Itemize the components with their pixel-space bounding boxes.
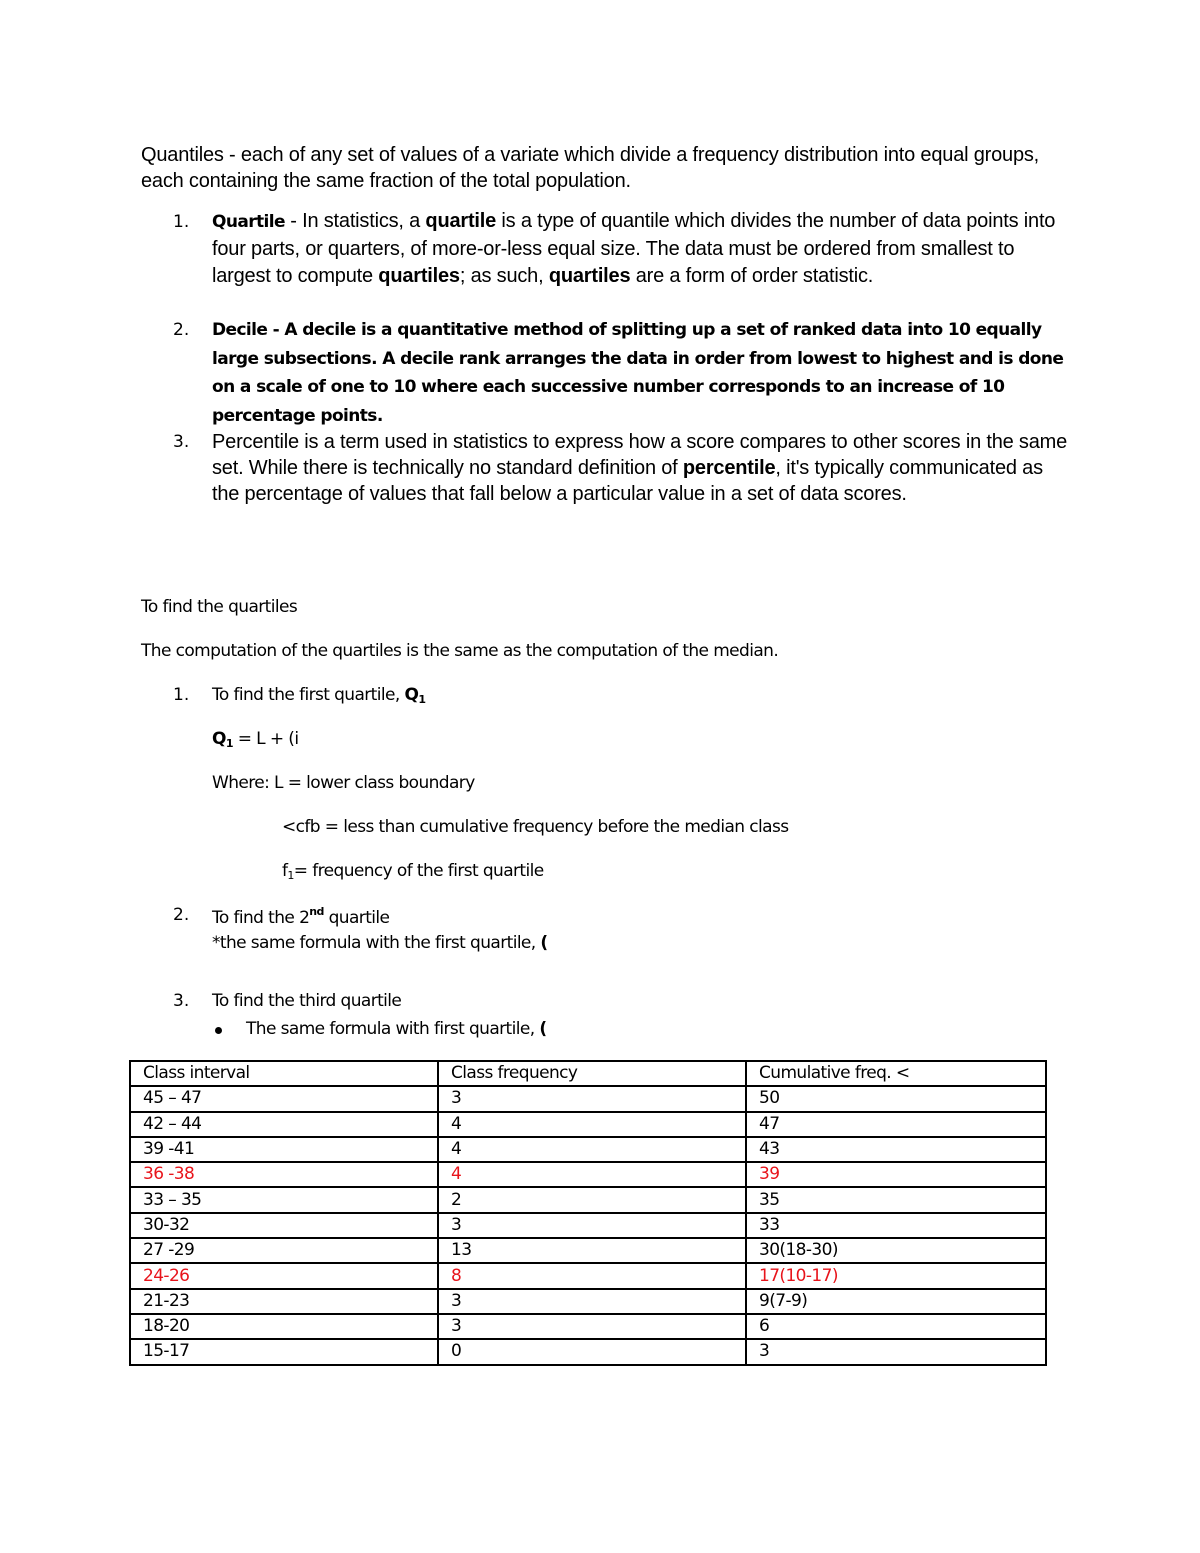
definition-decile (212, 316, 1072, 430)
cell-class-interval: 30-32 (130, 1213, 438, 1238)
text: quartile (323, 908, 390, 928)
list-number: 3. (173, 432, 190, 452)
formula-text: = L + (i (232, 729, 299, 749)
list-number: 2. (173, 905, 190, 925)
cell-class-frequency: 13 (438, 1238, 746, 1263)
frequency-table (129, 1060, 1047, 1366)
q-symbol: Q (212, 729, 226, 749)
text: = frequency of the first quartile (293, 861, 544, 881)
text: A decile is a quantitative method of splitting up a set of ranked data into 10 equally large subsections. A decile rank arranges the data in order from lowest to highest and is done on a scale of one to 10 where each successive number corresponds to an increase of 10 percentage points. (212, 320, 1064, 426)
cell-cumulative-freq: 33 (746, 1213, 1046, 1238)
cell-cumulative-freq: 43 (746, 1137, 1046, 1162)
cell-class-frequency: 0 (438, 1339, 746, 1364)
text: In statistics, a (302, 210, 426, 232)
formula-q1 (212, 729, 298, 750)
cell-class-frequency: 4 (438, 1162, 746, 1187)
table-row (130, 1339, 1046, 1364)
text: is a type of quantile which divides the number of data points into four parts, or quarters, of more-or-less equal size. The data must be ordered from smallest to largest to compute (212, 210, 1056, 287)
text: The same formula with first quartile, (246, 1019, 540, 1039)
text: ; as such, (459, 265, 549, 287)
table-row (130, 1187, 1046, 1212)
text: Percentile is a term used in statistics to express how a score compares to other scores in the same set. While there is technically no standard definition of (212, 431, 1068, 479)
table-row (130, 1162, 1046, 1187)
text: To find the first quartile, (212, 685, 405, 705)
step-second-quartile (212, 905, 389, 928)
text: *the same formula with the first quartile, (212, 933, 541, 953)
cell-class-interval: 27 -29 (130, 1238, 438, 1263)
table-row (130, 1086, 1046, 1111)
q-symbol: Q (404, 685, 419, 705)
superscript: nd (309, 905, 324, 918)
cell-class-interval: 39 -41 (130, 1137, 438, 1162)
cell-cumulative-freq: 39 (746, 1162, 1046, 1187)
table-row (130, 1213, 1046, 1238)
section-heading: To find the quartiles (141, 597, 298, 617)
bullet-icon (212, 1024, 226, 1038)
where-label: Where: (212, 773, 270, 793)
term-quartile: Quartile (212, 212, 285, 232)
cell-class-frequency: 3 (438, 1314, 746, 1339)
cell-cumulative-freq: 6 (746, 1314, 1046, 1339)
bold-text: percentile (682, 457, 776, 479)
definition-quartile (212, 208, 1072, 290)
cell-cumulative-freq: 3 (746, 1339, 1046, 1364)
cell-class-interval: 24-26 (130, 1263, 438, 1288)
term-decile: Decile (212, 320, 268, 340)
cell-class-frequency: 3 (438, 1213, 746, 1238)
text: To find the 2 (212, 908, 310, 928)
cell-class-interval: 45 – 47 (130, 1086, 438, 1111)
separator: - (284, 210, 303, 232)
table-row (130, 1238, 1046, 1263)
cell-cumulative-freq: 30(18-30) (746, 1238, 1046, 1263)
f-symbol: f (282, 861, 288, 881)
step-second-note (212, 933, 548, 953)
header-class-interval: Class interval (130, 1061, 438, 1086)
bold-text: quartiles (378, 265, 460, 287)
table-row (130, 1112, 1046, 1137)
cell-class-interval: 15-17 (130, 1339, 438, 1364)
table-row (130, 1137, 1046, 1162)
list-number: 3. (173, 991, 190, 1011)
f1-definition (282, 861, 544, 882)
cell-cumulative-freq: 50 (746, 1086, 1046, 1111)
where-line (212, 773, 475, 793)
text: L = lower class boundary (269, 773, 475, 793)
table-row (130, 1263, 1046, 1288)
cell-cumulative-freq: 17(10-17) (746, 1263, 1046, 1288)
cell-class-frequency: 8 (438, 1263, 746, 1288)
list-number: 1. (173, 685, 190, 705)
cell-class-interval: 33 – 35 (130, 1187, 438, 1212)
subscript: 1 (418, 693, 426, 706)
bold-text: ( (539, 1019, 547, 1039)
bold-text: quartiles (548, 265, 631, 287)
step-third-bullet (246, 1019, 547, 1039)
cell-cumulative-freq: 35 (746, 1187, 1046, 1212)
step-first-quartile (212, 685, 425, 706)
subscript: 1 (225, 737, 233, 750)
cell-class-frequency: 3 (438, 1289, 746, 1314)
table-row (130, 1314, 1046, 1339)
list-number: 1. (173, 212, 190, 232)
cfb-definition: <cfb = less than cumulative frequency before the median class (282, 817, 789, 837)
cell-class-frequency: 2 (438, 1187, 746, 1212)
cell-class-interval: 36 -38 (130, 1162, 438, 1187)
cell-cumulative-freq: 47 (746, 1112, 1046, 1137)
bold-text: ( (540, 933, 548, 953)
header-cumulative-freq: Cumulative freq. < (746, 1061, 1046, 1086)
cell-class-interval: 18-20 (130, 1314, 438, 1339)
intro-paragraph: Quantiles - each of any set of values of a variate which divide a frequency distribution into equal groups, each containing the same fraction of the total population. (141, 144, 1040, 192)
cell-class-frequency: 4 (438, 1137, 746, 1162)
cell-class-interval: 21-23 (130, 1289, 438, 1314)
table-row (130, 1289, 1046, 1314)
text: , it's typically communicated as the percentage of values that fall below a particular value in a set of data scores. (212, 457, 1043, 505)
bold-text: quartile (425, 210, 497, 232)
header-class-frequency: Class frequency (438, 1061, 746, 1086)
subscript: 1 (287, 869, 294, 882)
text: are a form of order statistic. (630, 265, 874, 287)
table-header-row (130, 1061, 1046, 1086)
cell-class-frequency: 4 (438, 1112, 746, 1137)
cell-class-interval: 42 – 44 (130, 1112, 438, 1137)
step-third-quartile: To find the third quartile (212, 991, 402, 1011)
definition-percentile (212, 429, 1072, 507)
cell-class-frequency: 3 (438, 1086, 746, 1111)
separator: - (267, 320, 285, 340)
section-statement: The computation of the quartiles is the same as the computation of the median. (141, 641, 779, 661)
list-number: 2. (173, 320, 190, 340)
cell-cumulative-freq: 9(7-9) (746, 1289, 1046, 1314)
